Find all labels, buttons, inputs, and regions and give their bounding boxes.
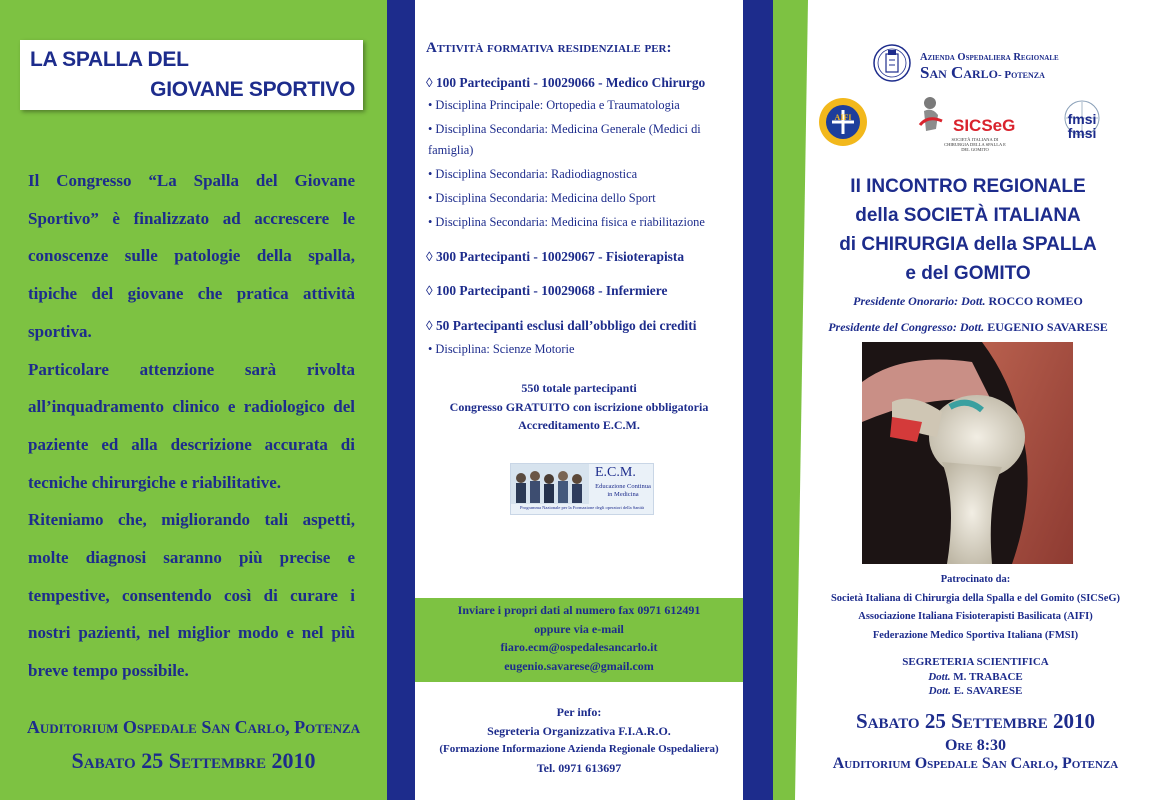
patron-sicseg: Società Italiana di Chirurgia della Spalla e del Gomito (SICSeG) bbox=[830, 592, 1121, 604]
fmsi-text-1: fmsi bbox=[1067, 111, 1097, 127]
info-secretariat: Segreteria Organizzativa F.I.A.R.O. bbox=[487, 723, 671, 738]
email-2: eugenio.savarese@gmail.com bbox=[504, 658, 654, 673]
hospital-name bbox=[920, 63, 1045, 83]
secretariat-member-2-title: Dott. bbox=[928, 685, 951, 697]
list-item: • Disciplina Secondaria: Medicina dello Sport bbox=[428, 191, 656, 205]
sicseg-logo-subtitle: SOCIETÀ ITALIANA DI CHIRURGIA DELLA SPALLA E DEL GOMITO bbox=[944, 137, 1006, 152]
congress-president-label: Presidente del Congresso: Dott. bbox=[828, 320, 985, 334]
secretariat-member-1-name: M. TRABACE bbox=[950, 670, 1023, 683]
list-item: • Disciplina Secondaria: Radiodiagnostica bbox=[428, 167, 638, 181]
date-left: Sabato 25 Settembre 2010 bbox=[71, 748, 316, 773]
group-2-heading: ◊ 300 Partecipanti - 10029067 - Fisioterapista bbox=[426, 249, 685, 264]
info-heading: Per info: bbox=[556, 705, 602, 719]
sicseg-logo-text: SICSeG bbox=[953, 116, 1016, 135]
sicseg-figure-icon bbox=[914, 95, 950, 137]
shoulder-anatomy-icon bbox=[862, 342, 1073, 564]
patron-fmsi: Federazione Medico Sportiva Italiana (FMSI) bbox=[872, 629, 1079, 641]
intro-paragraph-2: Particolare attenzione sarà rivolta all’inquadramento clinico e radiologico del paziente ed alla descrizione accurata di tecniche chirurgiche e riabilitative. bbox=[28, 359, 355, 492]
activity-heading: Attività formativa residenziale per: bbox=[426, 40, 672, 56]
group-4-heading: ◊ 50 Partecipanti esclusi dall’obbligo dei crediti bbox=[426, 318, 697, 333]
hospital-name-line-2: San Carlo bbox=[920, 63, 998, 82]
intro-paragraph-1: Il Congresso “La Spalla del Giovane Sportivo” è finalizzato ad accrescere le conoscenze sulle patologie della spalla, tipiche del giovane che pratica attività sportiva. bbox=[28, 171, 355, 341]
title-line-1: LA SPALLA DEL bbox=[30, 48, 189, 71]
congress-president bbox=[803, 320, 1133, 335]
ecm-logo-title: E.C.M. bbox=[595, 465, 636, 480]
secretariat-member-1-title: Dott. bbox=[928, 670, 951, 683]
scientific-secretariat bbox=[795, 655, 1156, 699]
aifi-logo-icon bbox=[818, 97, 868, 147]
group-4-item: • Disciplina: Scienze Motorie bbox=[428, 342, 575, 356]
total-participants: 550 totale partecipanti bbox=[521, 381, 637, 395]
group-3-heading: ◊ 100 Partecipanti - 10029068 - Infermiere bbox=[426, 283, 668, 298]
hospital-name-line-3: - Potenza bbox=[997, 69, 1045, 81]
honorary-president bbox=[803, 294, 1133, 309]
event-title-line-3: di CHIRURGIA della SPALLA bbox=[839, 234, 1097, 255]
time-right: Ore 8:30 bbox=[944, 737, 1007, 754]
venue-right: Auditorium Ospedale San Carlo, Potenza bbox=[832, 755, 1119, 772]
event-title-line-4: e del GOMITO bbox=[905, 263, 1031, 284]
honorary-president-label: Presidente Onorario: Dott. bbox=[853, 294, 986, 308]
info-phone: Tel. 0971 613697 bbox=[536, 760, 622, 775]
send-fax: Inviare i propri dati al numero fax 0971 612491 bbox=[457, 603, 701, 617]
event-title bbox=[803, 172, 1133, 288]
fmsi-text-2: fmsi bbox=[1067, 125, 1097, 141]
secretariat-member-2-name: E. SAVARESE bbox=[950, 685, 1023, 697]
ecm-logo-sub2: in Medicina bbox=[607, 491, 639, 498]
fmsi-logo-text bbox=[1066, 112, 1098, 140]
secretariat-heading: SEGRETERIA SCIENTIFICA bbox=[902, 656, 1049, 668]
email-1: fiaro.ecm@ospedalesancarlo.it bbox=[500, 640, 658, 654]
list-item: • Disciplina Secondaria: Medicina fisica e riabilitazione bbox=[428, 215, 705, 229]
honorary-president-name: ROCCO ROMEO bbox=[985, 294, 1083, 308]
list-item: • Disciplina Secondaria: Medicina Generale (Medici di bbox=[428, 122, 701, 136]
title-line-2: GIOVANE SPORTIVO bbox=[150, 78, 355, 101]
event-title-line-1: II INCONTRO REGIONALE bbox=[850, 176, 1086, 197]
date-right: Sabato 25 Settembre 2010 bbox=[855, 709, 1096, 733]
intro-paragraph-3: Riteniamo che, migliorando tali aspetti, molte diagnosi saranno più precise e tempestive, consentendo così di curare i nostri pazienti, nel miglior modo e nel più breve tempo possibile. bbox=[28, 510, 355, 681]
ecm-logo-sub1: Educazione Continua bbox=[595, 483, 651, 490]
list-item: famiglia) bbox=[428, 143, 474, 157]
venue-left: Auditorium Ospedale San Carlo, Potenza bbox=[26, 717, 361, 737]
patronage-block bbox=[795, 571, 1156, 645]
free-congress: Congresso GRATUITO con iscrizione obbligatoria bbox=[449, 399, 709, 414]
send-or-email: oppure via e-mail bbox=[534, 621, 624, 636]
secretariat-member-2 bbox=[795, 684, 1156, 699]
patronage-heading: Patrocinato da: bbox=[940, 574, 1011, 585]
hospital-name-line-1: Azienda Ospedaliera Regionale bbox=[920, 52, 1059, 63]
shoulder-anatomy-image bbox=[862, 342, 1073, 564]
aifi-logo-text: AIFI bbox=[834, 113, 852, 122]
ecm-accreditation: Accreditamento E.C.M. bbox=[518, 418, 640, 432]
info-fiaro: (Formazione Informazione Azienda Regionale Ospedaliera) bbox=[439, 743, 719, 755]
ecm-logo-footer: Programma Nazionale per la Formazione degli operatori della Sanità bbox=[520, 505, 644, 510]
list-item: • Disciplina Principale: Ortopedia e Traumatologia bbox=[428, 98, 680, 112]
event-title-line-2: della SOCIETÀ ITALIANA bbox=[855, 205, 1081, 226]
hospital-seal-icon bbox=[872, 40, 912, 86]
patron-aifi: Associazione Italiana Fisioterapisti Basilicata (AIFI) bbox=[858, 611, 1093, 622]
congress-president-name: EUGENIO SAVARESE bbox=[984, 320, 1108, 334]
secretariat-member-1 bbox=[795, 670, 1156, 685]
group-1-heading: ◊ 100 Partecipanti - 10029066 - Medico Chirurgo bbox=[426, 75, 706, 90]
